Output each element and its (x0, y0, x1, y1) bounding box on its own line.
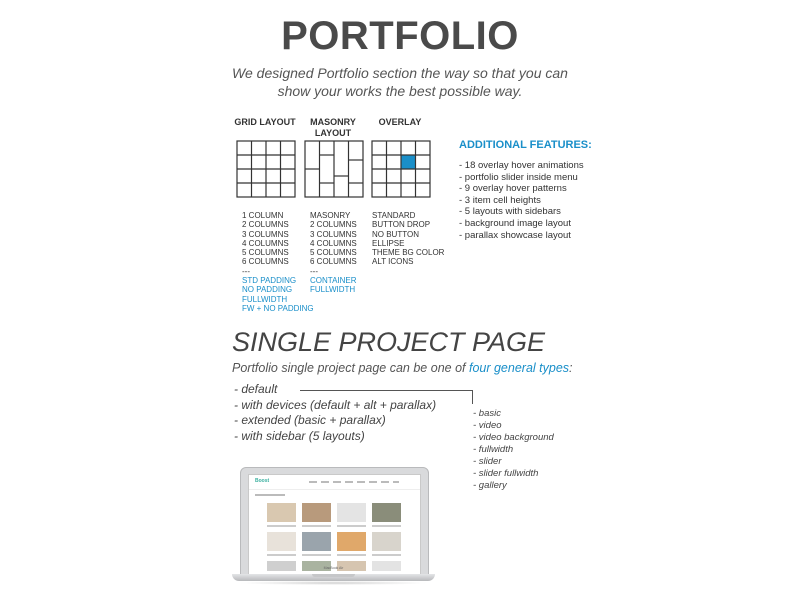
list-item: NO BUTTON (372, 229, 419, 239)
page-subtitle (0, 64, 800, 100)
grid-layout-list (242, 211, 314, 313)
overlay-heading: OVERLAY (378, 117, 422, 127)
list-item: ELLIPSE (372, 238, 405, 248)
laptop-shadow (238, 581, 429, 585)
masonry-heading-line-2: LAYOUT (314, 128, 352, 138)
thumb-caption (267, 554, 296, 556)
masonry-heading-line-1: MASONRY (310, 117, 356, 127)
subtitle-text: Portfolio single project page can be one of (232, 361, 469, 375)
subtitle-line-1: We designed Portfolio section the way so that you can (232, 65, 568, 81)
list-item: STD PADDING (242, 276, 297, 286)
site-logo: Boost (255, 478, 270, 484)
grid-layout-heading: GRID LAYOUT (234, 117, 296, 127)
masonry-layout-heading (300, 117, 366, 139)
list-item: NO PADDING (242, 285, 293, 295)
connector-line (472, 390, 473, 404)
list-item: - 5 layouts with sidebars (459, 206, 561, 218)
thumb-caption (267, 525, 296, 527)
site-nav (309, 481, 399, 483)
list-item: - background image layout (459, 217, 571, 229)
list-item: - with sidebar (5 layouts) (234, 428, 365, 443)
portfolio-thumb (302, 503, 331, 522)
site-page-title (255, 494, 285, 496)
list-item: --- (242, 266, 250, 276)
list-item: 6 COLUMNS (242, 257, 289, 267)
list-item: - video background (473, 432, 554, 443)
portfolio-thumb (267, 532, 296, 551)
single-project-title: SINGLE PROJECT PAGE (232, 327, 546, 357)
list-item: FULLWIDTH (242, 294, 288, 304)
features-title: ADDITIONAL FEATURES: (459, 139, 592, 151)
laptop-screen (248, 474, 421, 575)
list-item: CONTAINER (310, 276, 357, 286)
laptop-notch (312, 574, 355, 577)
list-item: 4 COLUMNS (242, 238, 289, 248)
list-item: STANDARD (372, 211, 416, 220)
list-item: - basic (473, 408, 501, 419)
list-item: - 18 overlay hover animations (459, 160, 584, 171)
list-item: 5 COLUMNS (310, 248, 357, 258)
list-item: MASONRY (310, 211, 351, 220)
overlay-diagram (371, 140, 431, 198)
list-item: - extended (basic + parallax) (234, 413, 386, 427)
laptop-mockup (232, 467, 435, 585)
list-item: 5 COLUMNS (242, 248, 289, 258)
thumb-caption (302, 554, 331, 556)
single-project-subtitle (232, 361, 573, 375)
laptop-brand: MacBook Air (323, 566, 344, 570)
list-item: - gallery (473, 480, 507, 491)
list-item: - parallax showcase layout (459, 229, 571, 241)
list-item: - slider fullwidth (473, 468, 539, 479)
thumb-caption (337, 554, 366, 556)
list-item: 2 COLUMNS (310, 220, 357, 230)
portfolio-thumb (372, 532, 401, 551)
list-item: FULLWIDTH (310, 285, 356, 295)
list-item: - slider (473, 456, 502, 467)
list-item: 6 COLUMNS (310, 257, 357, 267)
subtitle-colon: : (569, 361, 573, 375)
list-item: - default (234, 382, 278, 396)
list-item: THEME BG COLOR (372, 248, 445, 258)
features-list (459, 160, 584, 241)
portfolio-thumb (302, 532, 331, 551)
list-item: 2 COLUMNS (242, 220, 289, 230)
list-item: 3 COLUMNS (242, 229, 289, 239)
list-item: - 9 overlay hover patterns (459, 183, 567, 195)
list-item: BUTTON DROP (372, 220, 431, 230)
list-item: --- (310, 266, 318, 276)
masonry-layout-list (310, 211, 357, 295)
project-types-list (234, 382, 436, 444)
portfolio-thumb (337, 503, 366, 522)
page-title: PORTFOLIO (281, 14, 519, 58)
masonry-layout-diagram (304, 140, 364, 198)
list-item: - with devices (default + alt + parallax) (234, 397, 437, 412)
list-item: FW + NO PADDING (242, 303, 314, 313)
portfolio-thumb (267, 503, 296, 522)
list-item: - video (473, 420, 502, 431)
overlay-list (372, 211, 444, 267)
list-item: - 3 item cell heights (459, 194, 541, 206)
thumb-caption (372, 525, 401, 527)
list-item: ALT ICONS (372, 257, 414, 267)
list-item: - fullwidth (473, 444, 514, 455)
default-sub-types-list (473, 408, 554, 492)
grid-layout-diagram (236, 140, 296, 198)
thumb-caption (302, 525, 331, 527)
thumb-caption (337, 525, 366, 527)
site-header (249, 475, 420, 490)
connector-line (300, 390, 473, 391)
list-item: 4 COLUMNS (310, 238, 357, 248)
portfolio-thumb (337, 532, 366, 551)
subtitle-line-2: show your works the best possible way. (277, 83, 523, 99)
four-general-types-link[interactable]: four general types (468, 361, 570, 375)
list-item: 1 COLUMN (242, 211, 284, 220)
list-item: - portfolio slider inside menu (459, 171, 578, 183)
thumb-caption (372, 554, 401, 556)
list-item: 3 COLUMNS (310, 229, 357, 239)
overlay-highlight-cell (401, 155, 416, 169)
portfolio-thumb (372, 503, 401, 522)
